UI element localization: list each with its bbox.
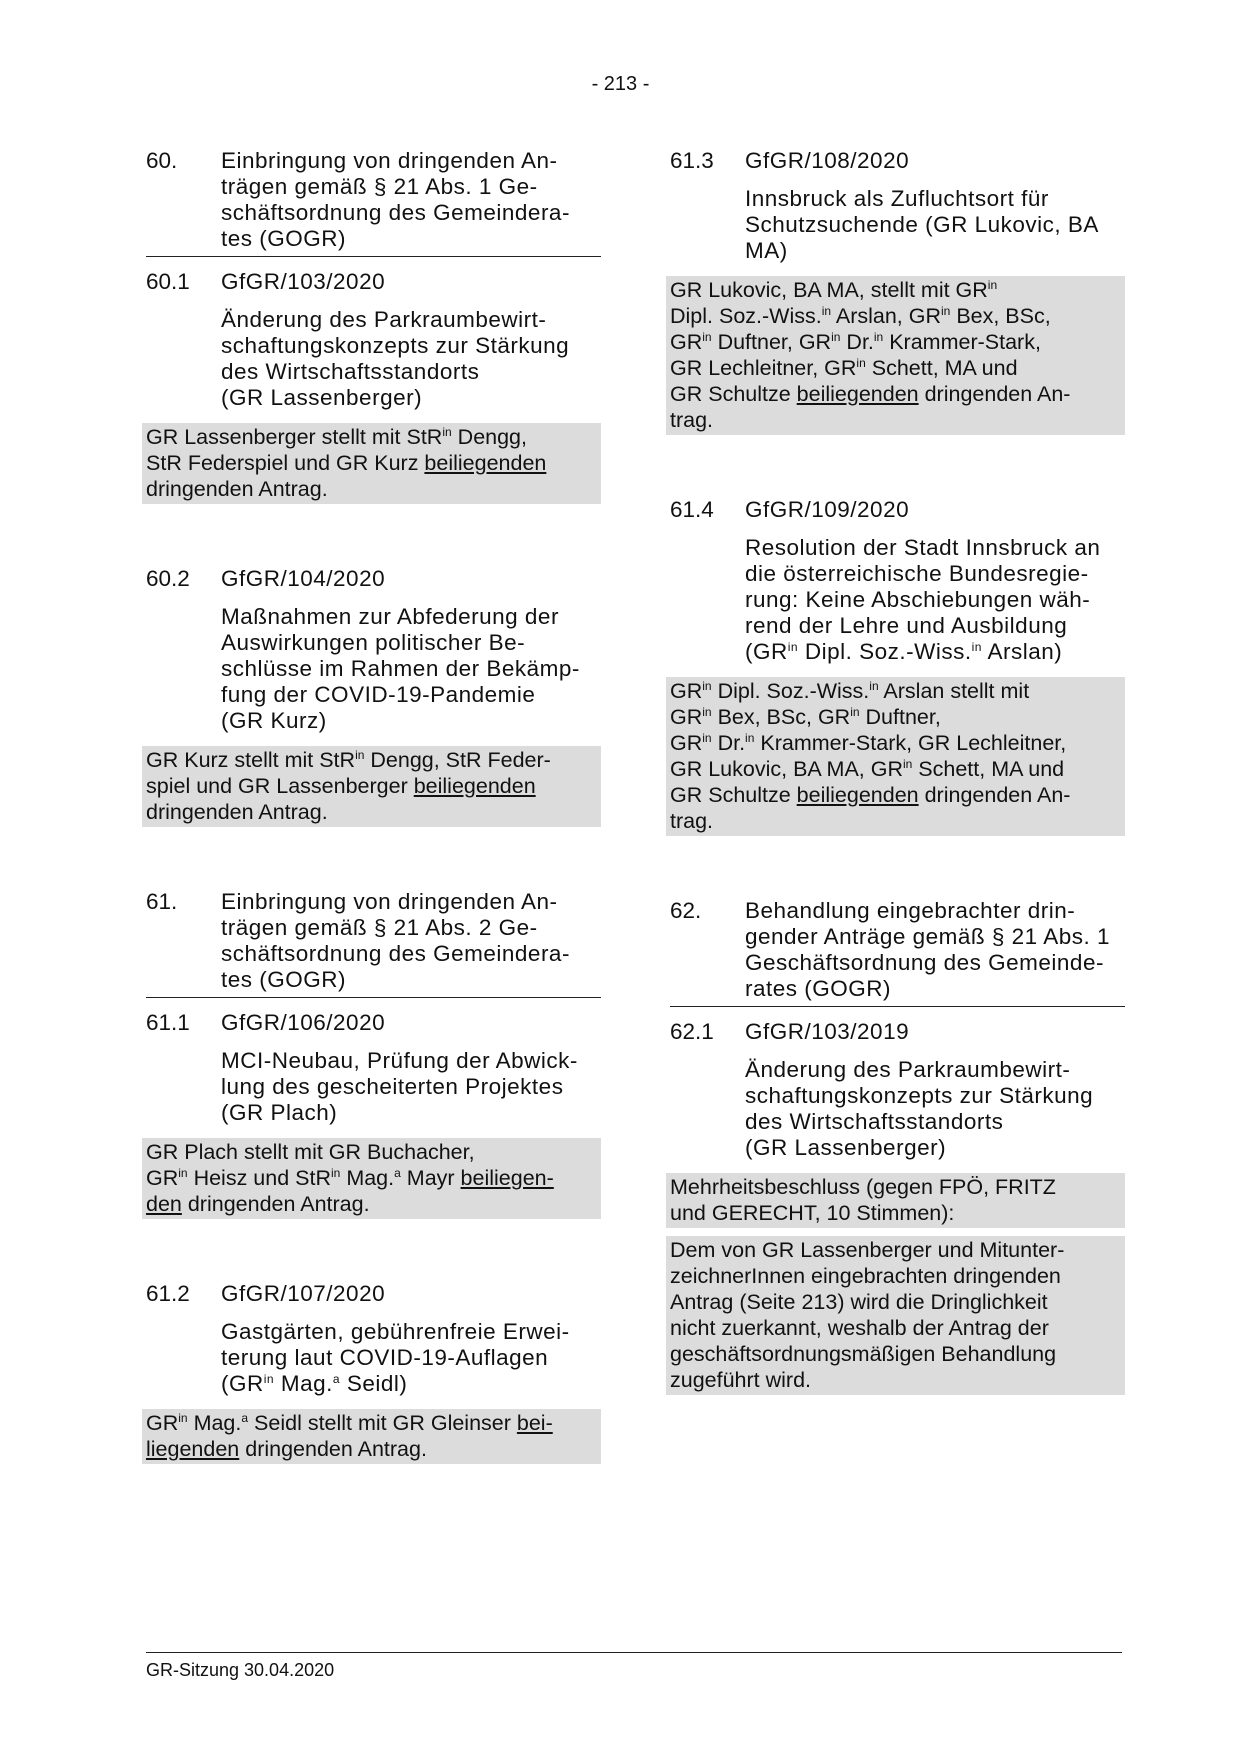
text: spiel und GR Lassenberger [146,774,414,798]
item-heading [670,1019,1125,1045]
item-number: 60.2 [146,566,190,591]
superscript: in [178,1411,188,1425]
superscript: in [873,330,884,344]
item-heading [146,566,601,592]
superscript: in [941,304,951,318]
section-number: 60. [146,148,178,173]
item-61-4 [670,497,1125,836]
text: Mag. [187,1411,242,1435]
item-subject [745,535,1125,665]
attachment-link[interactable]: bei- [516,1411,553,1435]
superscript: in [869,679,879,693]
item-heading [670,148,1125,174]
text: dringenden Antrag. [239,1437,427,1461]
vote-result-box: Mehrheitsbeschluss (gegen FPÖ, FRITZ und GERECHT, 10 Stimmen): [666,1173,1125,1228]
section-62 [670,898,1125,1007]
text: Dipl. Soz.-Wiss. [670,304,822,328]
motion-line [146,1191,597,1217]
motion-line [670,704,1121,730]
superscript: in [987,278,998,292]
item-number: 61.2 [146,1281,190,1306]
item-code: GfGR/109/2020 [745,497,910,522]
decision-box: Dem von GR Lassenberger und Mitunter- zeichnerInnen eingebrachten dringenden Antrag (Seite 213) wird die Dringlichkeit nicht zuerkannt, weshalb der Antrag der geschäftsordnungsmäßigen Behandlung zugeführt wird. [666,1236,1125,1395]
item-code: GfGR/106/2020 [221,1010,386,1035]
superscript: a [332,1372,341,1386]
superscript: in [442,425,452,439]
superscript: in [831,330,841,344]
text: Mag. [340,1166,395,1190]
text: Dipl. Soz.-Wiss. [711,679,870,703]
attachment-link[interactable]: beiliegenden [796,382,919,406]
motion-box [666,276,1125,435]
text: (GR [745,639,788,664]
item-60-1 [146,269,601,504]
text: Seidl stellt mit GR Gleinser [248,1411,517,1435]
text: StR Federspiel und GR Kurz [146,451,425,475]
superscript: a [394,1166,401,1180]
text: GR [670,330,703,354]
superscript: in [331,1166,341,1180]
text: Gastgärten, gebührenfreie Erwei- terung laut COVID-19-Auflagen [221,1319,570,1370]
text: Bex, BSc, GR [711,705,851,729]
text: Schett, MA und [865,356,1018,380]
text: GR Schultze [670,382,797,406]
text: Arslan, GR [831,304,941,328]
text: Krammer-Stark, [883,330,1041,354]
item-62-1 [670,1019,1125,1395]
section-61 [146,889,601,998]
section-number: 61. [146,889,178,914]
text: dringenden An- [918,783,1071,807]
superscript: in [702,705,712,719]
superscript: in [355,748,365,762]
motion-line [670,329,1121,355]
motion-line: trag. [670,809,714,833]
motion-line [146,1436,597,1462]
text: Duftner, [859,705,941,729]
item-number: 61.4 [670,497,714,522]
text: GR Lukovic, BA MA, stellt mit GR [670,278,988,302]
text: Bex, BSc, [950,304,1051,328]
motion-line: trag. [670,408,714,432]
superscript: in [902,757,913,771]
superscript: in [971,640,982,654]
text: GR Lukovic, BA MA, GR [670,757,903,781]
text: GR [670,705,703,729]
item-code: GfGR/107/2020 [221,1281,386,1306]
text: GR [670,731,703,755]
text: Seidl) [340,1371,408,1396]
text: GR Kurz stellt mit StR [146,748,356,772]
motion-line [146,773,597,799]
motion-box [666,677,1125,836]
superscript: in [821,304,832,318]
item-number: 61.1 [146,1010,190,1035]
item-subject: Änderung des Parkraumbewirt- schaftungskonzepts zur Stärkung des Wirtschaftsstandorts (GR Lassenberger) [745,1057,1094,1160]
motion-line [146,424,597,450]
item-61-3 [670,148,1125,435]
text: dringenden An- [918,382,1071,406]
item-subject [221,1319,601,1397]
right-column [670,148,1125,1457]
section-heading [670,898,1125,1007]
superscript: in [702,679,712,693]
item-heading [146,1010,601,1036]
attachment-link[interactable]: den [146,1192,182,1216]
page-number: - 213 - [591,73,650,95]
attachment-link[interactable]: liegenden [146,1437,240,1461]
motion-line [670,355,1121,381]
text: Dipl. Soz.-Wiss. [798,639,972,664]
attachment-link[interactable]: beiliegenden [424,451,547,475]
item-subject: Innsbruck als Zufluchtsort für Schutzsuchende (GR Lukovic, BA MA) [745,186,1099,263]
section-title: Behandlung eingebrachter drin- gender Anträge gemäß § 21 Abs. 1 Geschäftsordnung des Gemeinde- rates (GOGR) [745,898,1110,1001]
superscript: in [745,731,755,745]
motion-box [142,1409,601,1464]
text: Dengg, StR Feder- [364,748,551,772]
text: Dr. [711,731,746,755]
item-number: 61.3 [670,148,714,173]
text: Heisz und StR [187,1166,331,1190]
motion-box [142,423,601,504]
text: (GR [221,1371,264,1396]
attachment-link[interactable]: beiliegenden [796,783,919,807]
superscript: in [856,356,866,370]
motion-line [670,381,1121,407]
text: GR [146,1166,179,1190]
section-title: Einbringung von dringenden An- trägen gemäß § 21 Abs. 2 Ge- schäftsordnung des Gemeindera- tes (GOGR) [221,889,570,992]
text: GR Lassenberger stellt mit StR [146,425,443,449]
text: Mayr [400,1166,461,1190]
item-heading [670,497,1125,523]
motion-line: GR Plach stellt mit GR Buchacher, [146,1140,475,1164]
motion-box [142,1138,601,1219]
motion-box [142,746,601,827]
footer: GR-Sitzung 30.04.2020 [146,1652,1122,1681]
item-code: GfGR/103/2019 [745,1019,910,1044]
text: Mag. [274,1371,333,1396]
section-heading [146,148,601,257]
motion-line [670,730,1121,756]
text: GR Lechleitner, GR [670,356,857,380]
attachment-link[interactable]: beiliegenden [413,774,536,798]
text: Dengg, [451,425,527,449]
text: Arslan stellt mit [878,679,1030,703]
text: Arslan) [981,639,1063,664]
item-heading [146,1281,601,1307]
text: Resolution der Stadt Innsbruck an die österreichische Bundesregie- rung: Keine Abschiebungen wäh- rend der Lehre und Ausbildung [745,535,1101,638]
superscript: a [241,1411,249,1425]
item-subject: MCI-Neubau, Prüfung der Abwick- lung des gescheiterten Projektes (GR Plach) [221,1048,578,1125]
superscript: in [850,705,860,719]
section-number: 62. [670,898,702,923]
motion-line [146,1165,597,1191]
item-heading [146,269,601,295]
motion-line [146,747,597,773]
section-60 [146,148,601,257]
motion-line: dringenden Antrag. [146,800,328,824]
motion-line [146,1410,597,1436]
item-number: 62.1 [670,1019,714,1044]
motion-line [670,277,1121,303]
superscript: in [702,731,712,745]
motion-line [670,756,1121,782]
text: GR [146,1411,179,1435]
text: Duftner, GR [711,330,832,354]
text: Schett, MA und [912,757,1065,781]
text: Krammer-Stark, GR Lechleitner, [754,731,1067,755]
motion-line [670,303,1121,329]
item-subject: Maßnahmen zur Abfederung der Auswirkungen politischer Be- schlüsse im Rahmen der Bekämp- fung der COVID-19-Pandemie (GR Kurz) [221,604,580,733]
motion-line [146,450,597,476]
item-code: GfGR/103/2020 [221,269,386,294]
text: GR Schultze [670,783,797,807]
item-code: GfGR/108/2020 [745,148,910,173]
motion-line: dringenden Antrag. [146,477,328,501]
item-number: 60.1 [146,269,190,294]
superscript: in [787,640,799,654]
motion-line [670,782,1121,808]
left-column [146,148,601,1526]
superscript: in [178,1166,188,1180]
item-subject: Änderung des Parkraumbewirt- schaftungskonzepts zur Stärkung des Wirtschaftsstandorts (GR Lassenberger) [221,307,570,410]
superscript: in [263,1372,275,1386]
text: Dr. [840,330,874,354]
item-60-2 [146,566,601,827]
superscript: in [702,330,712,344]
text: dringenden Antrag. [181,1192,370,1216]
section-heading [146,889,601,998]
item-code: GfGR/104/2020 [221,566,386,591]
motion-line [670,678,1121,704]
text: GR [670,679,703,703]
attachment-link[interactable]: beiliegen- [460,1166,554,1190]
section-title: Einbringung von dringenden An- trägen gemäß § 21 Abs. 1 Ge- schäftsordnung des Gemeindera- tes (GOGR) [221,148,570,251]
item-61-1 [146,1010,601,1219]
item-61-2 [146,1281,601,1464]
